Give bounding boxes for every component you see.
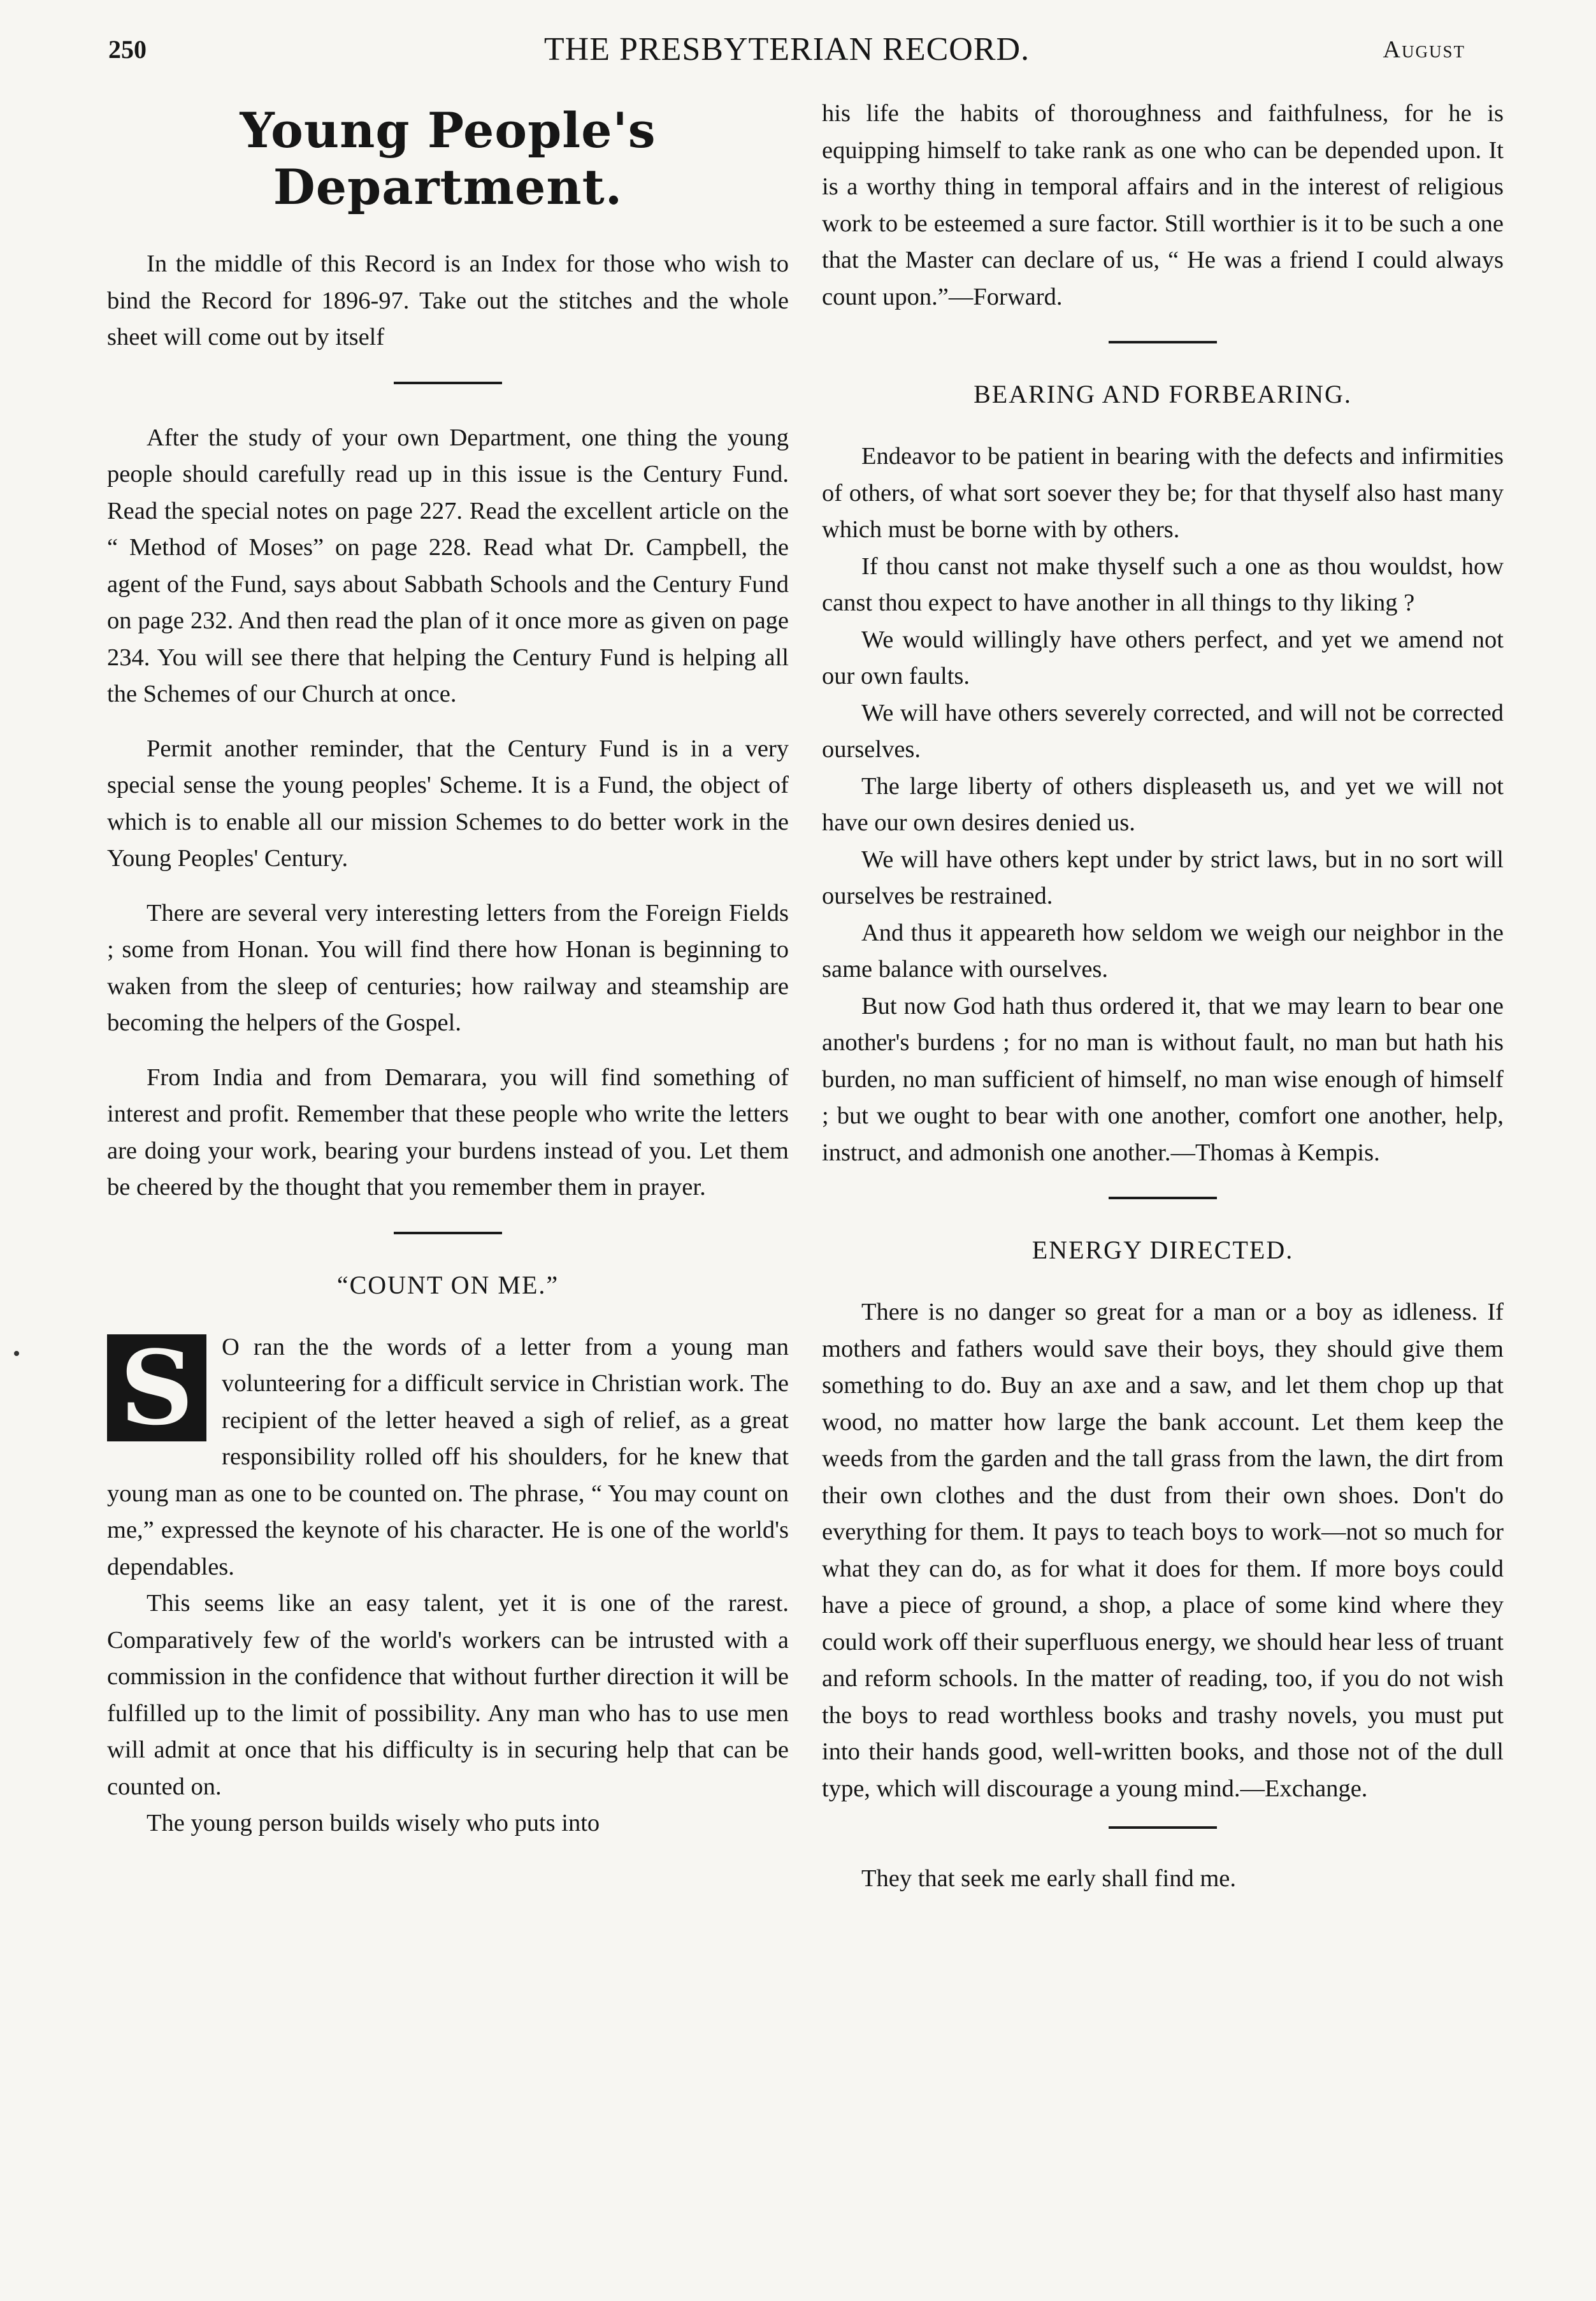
count-on-me-title: “COUNT ON ME.” bbox=[336, 1270, 559, 1299]
index-note-paragraph: In the middle of this Record is an Index for those who wish to bind the Record for 1896-97. Take out the stitches and the whole sheet will come out by itself bbox=[107, 250, 789, 350]
india-demarara-paragraph: From India and from Demarara, you will find something of interest and profit. Remember that these people who write the letters are doing your work, bearing your burdens instead of you. Let them be cheered by the thought that you remember them in prayer. bbox=[107, 1064, 789, 1201]
stray-ink-mark bbox=[14, 1351, 19, 1356]
reminder-paragraph: Permit another reminder, that the Century Fund is in a very special sense the young peoples' Scheme. It is a Fund, the object of which is to enable all our mission Schemes to do better work in the Young Peoples' Century. bbox=[107, 735, 789, 872]
century-fund-paragraph: After the study of your own Department, one thing the young people should carefully read up in this issue is the Century Fund. Read the special notes on page 227. Read the excellent article on the “ Method of Moses” on page 228. Read what Dr. Campbell, the agent of the Fund, says about Sabbath Schools and the Century Fund on page 232. And then read the plan of it once more as given on page 234. You will see there that helping the Century Fund is helping all the Schemes of our Church at once. bbox=[107, 424, 789, 707]
foreign-fields-paragraph: There are several very interesting letters from the Foreign Fields ; some from Honan. You will find there how Honan is beginning to waken from the sleep of centuries; how railway and steamship are becoming the helpers of the Gospel. bbox=[107, 899, 789, 1036]
bearing-paragraph-3: We would willingly have others perfect, and yet we amend not our own faults. bbox=[822, 626, 1504, 689]
count-on-me-paragraph-1 bbox=[107, 1329, 789, 1586]
count-on-me-paragraph-3: The young person builds wisely who puts into bbox=[147, 1810, 600, 1836]
running-head bbox=[108, 31, 1465, 69]
drop-cap-letter: S bbox=[107, 1334, 206, 1441]
bearing-paragraph-7: And thus it appeareth how seldom we weigh our neighbor in the same balance with ourselves. bbox=[822, 919, 1504, 983]
count-on-me-continuation: his life the habits of thoroughness and faithfulness, for he is equipping himself to take rank as one who can be depended upon. It is a worthy thing in temporal affairs and in the interest of religious work to be esteemed a sure factor. Still worthier is it to be such a one that the Master can declare of us, “ He was a friend I could always count upon.”—Forward. bbox=[822, 100, 1504, 310]
issue-month: August bbox=[1383, 36, 1465, 63]
section-divider bbox=[1109, 1197, 1217, 1199]
section-divider bbox=[1109, 341, 1217, 343]
right-column bbox=[822, 96, 1504, 1898]
count-on-me-text-1: O ran the the words of a letter from a young man volunteering for a difficult service in Christian work. The recipient of the letter heaved a sigh of relief, as a great responsibility rolled off his shoulders, for he knew that young man as one to be counted on. The phrase, “ You may count on me,” expressed the keynote of his character. He is one of the world's dependables. bbox=[107, 1333, 789, 1580]
section-divider bbox=[394, 1232, 502, 1234]
count-on-me-paragraph-2: This seems like an easy talent, yet it is one of the rarest. Comparatively few of the world's workers can be intrusted with a commission in the confidence that without further direction it will be fulfilled up to the limit of possibility. Any man who has to use men will admit at once that his difficulty is in securing help that can be counted on. bbox=[107, 1590, 789, 1800]
bearing-paragraph-2: If thou canst not make thyself such a one as thou wouldst, how canst thou expect to have another in all things to thy liking ? bbox=[822, 552, 1504, 616]
bearing-paragraph-5: The large liberty of others displeaseth us, and yet we will not have our own desires denied us. bbox=[822, 772, 1504, 836]
left-column bbox=[107, 96, 789, 1842]
bearing-paragraph-1: Endeavor to be patient in bearing with the defects and infirmities of others, of what sort soever they be; for that thyself also hast many which must be borne with by others. bbox=[822, 443, 1504, 543]
department-title: Young People's Department. bbox=[240, 102, 656, 215]
bearing-paragraph-4: We will have others severely corrected, and will not be corrected ourselves. bbox=[822, 699, 1504, 763]
journal-title: THE PRESBYTERIAN RECORD. bbox=[543, 31, 1030, 68]
energy-paragraph: There is no danger so great for a man or a boy as idleness. If mothers and fathers would save their boys, they should give them something to do. Buy an axe and a saw, and let them chop up that wood, no matter how large the bank account. Let them keep the weeds from the garden and the tall grass from the lawn, the dirt from their own clothes and the dust from their own shoes. Don't do everything for them. It pays to teach boys to work—not so much for what they can do, as for what it does for them. If more boys could have a piece of ground, a shop, a place of some kind where they could work off their superfluous energy, we should hear less of truant and reform schools. In the matter of reading, too, if you do not wish the boys to read worthless books and trashy novels, you must put into their hands good, well-written books, and those not of the dull type, which will discourage a young mind.—Exchange. bbox=[822, 1299, 1504, 1802]
energy-directed-title: ENERGY DIRECTED. bbox=[1032, 1236, 1294, 1264]
bearing-paragraph-8: But now God hath thus ordered it, that we may learn to bear one another's burdens ; for no man is without fault, no man but hath his burden, no man sufficient of himself, no man wise enough of himself ; but we ought to bear with one another, comfort one another, help, instruct, and admonish one another.—Thomas à Kempis. bbox=[822, 992, 1504, 1166]
page-number: 250 bbox=[108, 35, 147, 64]
closing-line: They that seek me early shall find me. bbox=[861, 1865, 1236, 1892]
section-divider bbox=[1109, 1826, 1217, 1829]
bearing-forbearing-title: BEARING AND FORBEARING. bbox=[974, 380, 1352, 408]
bearing-paragraph-6: We will have others kept under by strict laws, but in no sort will ourselves be restrained. bbox=[822, 846, 1504, 909]
section-divider bbox=[394, 382, 502, 384]
